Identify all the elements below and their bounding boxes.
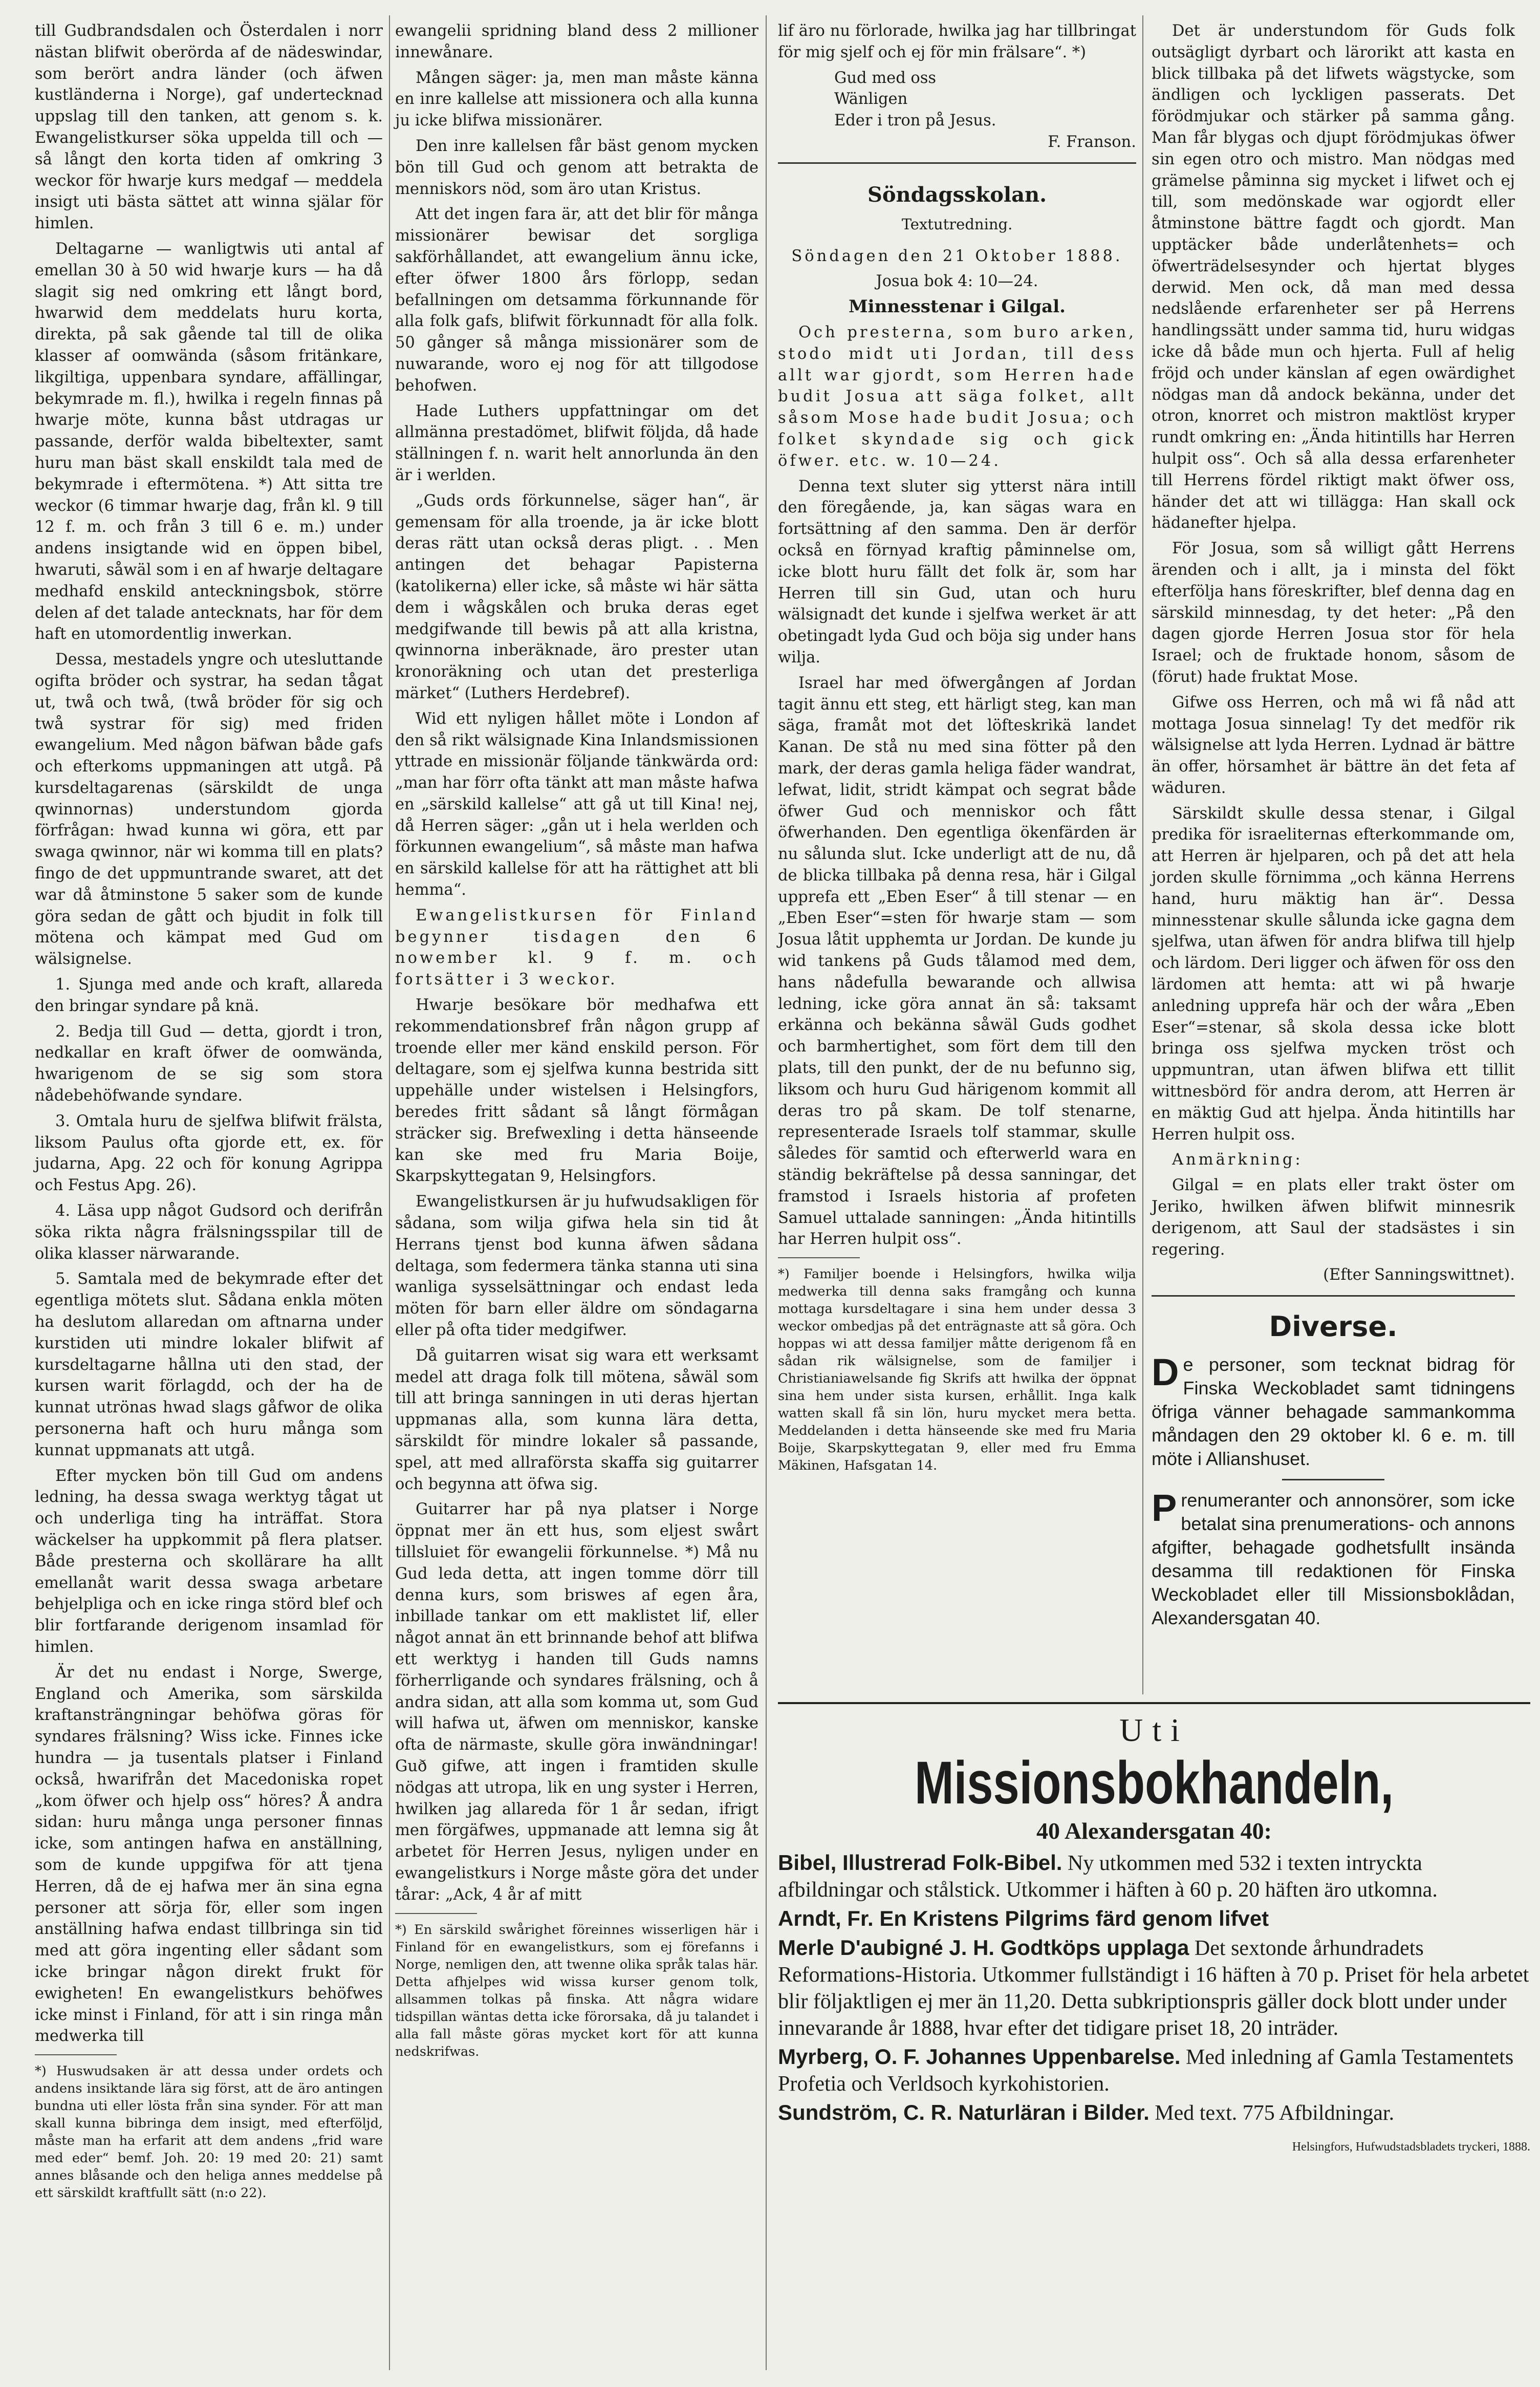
paragraph: Och presterna, som buro arken, stodo midt uti Jordan, till dess allt war gjordt, som Herren hade budit Josua att säga folket, allt såsom Mose hade budit Josua; och folket skyndade sig och gick öfwer. etc. w. 10—24.: [778, 323, 1136, 470]
footnote-rule: [35, 2054, 117, 2055]
footnote-rule: [395, 1913, 477, 1914]
ad-entry-text: Det sextonde århundradets Reformations-Historia. Utkommer fullständigt i 16 häften à 70 p. Priset för hela arbetet blir följaktligen ej mer än 11,20. Detta subkriptionspris gäller dock blott under under innevarande år 1888, hvar efter det tidigare priset 18, 20 inträder.: [778, 1937, 1529, 2040]
paragraph: Guitarrer har på nya platser i Norge öppnat mer än ett hus, som eljest swårt tillsluiet för ewangelii förkunnelse. *) Må nu Gud leda detta, att ingen tomme dörr till denna kurs, som briswes af egen åra, inbillade tankar om ett maklistet lif, eller något annat än ett brinnande behof att blifwa ett werktyg i handen till Guds namns förherrligande och syndares frälsning, och å andra sidan, att alla som komma ut, som Gud will hafwa ut, äfwen om menniskor, kanske ofta de närmaste, skulle göra inwändningar! Guð gifwe, att ingen i framtiden skulle nödgas att utropa, lik en ung syster i Herren, hwilken jag allareda för 1 år sedan, ifrigt men förgäfwes, uppmanade att lemna sig åt arbetet för Herren Jesus, nyligen under en ewangelistkurs i Norge måste göra det under tårar: „Ack, 4 år af mitt: [395, 1500, 758, 1904]
section-subtitle: Textutredning.: [901, 215, 1013, 233]
paragraph: Dessa, mestadels yngre och utesluttande ogifta bröder och systrar, ha sedan tågat ut, twå och twå, (twå bröder för sig och twå systrar för sig) med friden ewangelium. Med någon bäfwan både gafs och efterkoms uppmaningen att utgå. På kursdeltagarenas (särskildt de unga qwinnornas) understundom gjorda förfrågan: hwad kunna wi göra, ett par swaga qwinnor, när wi komma till en plats? fingo de det uppmuntrande swaret, att det war då åtminstone 5 saker som de kunde göra sedan de gått och bjudit in folk till mötena och kämpat med Gud om wälsignelse.: [35, 651, 383, 969]
paragraph: Den inre kallelsen får bäst genom mycken bön till Gud och genom att betrakta de menniskors nöd, som äro utan Kristus.: [395, 137, 758, 198]
ad-entry: [778, 2099, 1530, 2126]
paragraph: Ewangelistkursen för Finland begynner tisdagen den 6 nowember kl. 9 f. m. och fortsätter i 3 weckor.: [395, 906, 758, 989]
paragraph: „Guds ords förkunnelse, säger han“, är gemensam för alla troende, ja är icke blott deras rätt utan också deras pligt. . . Men antingen det behagar Papisterna (katolikerna) eller icke, så måste wi här sätta dem i wågskålen och bruka deras eget medgifwande till bewis på att alla kristna, qwinnorna inberäknade, äro prester utan kronoräkning och utan det presterliga märket“ (Luthers Herdebref).: [395, 491, 758, 702]
list-item: 5. Samtala med de bekymrade efter det egentliga mötets slut. Sådana enkla möten ha deslutom allaredan om aftnarna under kurstiden uti mindre lokaler blifwit af kursdeltagarne hållna uti den stad, der kursen warit förlagdd, och der ha de kunnat utrönas hwad slags gåfwor de olika personerna haft och huru många som kunnat uppmanats att utgå.: [35, 1270, 383, 1459]
notice-rule: [1282, 1479, 1384, 1480]
ad-entry-head: Arndt, Fr. En Kristens Pilgrims färd genom lifvet: [778, 1906, 1269, 1930]
ad-rule: [778, 1702, 1530, 1704]
paragraph: För Josua, som så willigt gått Herrens ärenden och i allt, ja i minsta del fökt efterfölja hans föreskrifter, blef denna dag en särskild minnesdag, ty det heter: „På den dagen gjorde Herren Josua stor för hela Israel; och de fruktade honom, såsom de (förut) hade fruktat Mose.: [1152, 540, 1515, 686]
ad-entry-head: Sundström, C. R. Naturläran i Bilder.: [778, 2100, 1149, 2124]
paragraph: till Gudbrandsdalen och Österdalen i norr nästan blifwit oberörda af de nädeswindar, som berört andra länder (och äfwen kustländerna i Norge), gaf undertecknad uppslag till den tanken, att genom s. k. Ewangelistkurser söka uppelda till och — så långt den korta tiden af omkring 3 weckor för hwarje kurs medgaf — meddela insigt uti bästa sättet att winna själar för himlen.: [35, 22, 383, 233]
printer-imprint: Helsingfors, Hufwudstadsbladets tryckeri, 1888.: [1292, 2140, 1530, 2154]
bookshop-advertisement: [778, 1712, 1530, 2160]
source-note: (Efter Sanningswittnet).: [1323, 1266, 1515, 1284]
ad-entry-text: Med inledning af Gamla Testamentets Profetia och Verldsoch kyrkohistorien.: [778, 2046, 1514, 2096]
paragraph: Hade Luthers uppfattningar om det allmänna prestadömet, blifwit följda, då hade ställningen f. n. warit helt annorlunda än den är i werlden.: [395, 402, 758, 484]
paragraph: Mången säger: ja, men man måste känna en inre kallelse att missionera och alla kunna ju icke blifwa missionärer.: [395, 69, 758, 130]
lesson-title: Minnesstenar i Gilgal.: [849, 296, 1066, 317]
diverse-title: Diverse.: [1269, 1310, 1398, 1343]
ad-shop-name: Missionsbokhandeln,: [915, 1749, 1394, 1817]
section-rule: [1152, 1295, 1515, 1297]
column-divider: [389, 15, 390, 2370]
column-1: [35, 20, 383, 2202]
ad-uti: Uti: [1119, 1712, 1189, 1748]
list-item: 1. Sjunga med ande och kraft, allareda den bringar syndare på knä.: [35, 976, 383, 1015]
column-4: [1152, 20, 1515, 1630]
column-2: [395, 20, 758, 2060]
paragraph: Hwarje besökare bör medhafwa ett rekommendationsbref från någon grupp af troende eller mer känd enskild person. För deltagare, som ej sjelfwa kunna bestrida sitt uppehälle under wistelsen i Helsingfors, beredes fritt sådant så långt förmågan sträcker sig. Brefwexling i detta hänseende kan ske med fru Maria Boije, Skarpskyttegatan 9, Helsingfors.: [395, 996, 758, 1186]
section-rule: [778, 162, 1136, 164]
ad-entry: [778, 1934, 1530, 2041]
lesson-date: Söndagen den 21 Oktober 1888.: [791, 247, 1123, 265]
paragraph: Det är understundom för Guds folk outsägligt dyrbart och lärorikt att kasta en blick tillbaka på det lifwets wägstycke, som ändligen och lyckligen passerats. Det förödmjukar och stärker på samma gång. Man får blygas och djupt förödmjukas öfwer sin egen otro och mistro. Man nödgas med grämelse påminna sig mycket i lifwet och ej till, som medönskade war ogjordt eller åtminstone bättre fagdt och gjordt. Man upptäcker både underlåtenhets= och öfwerträdelsesynder och hjertat blyges derwid. Men ock, då man med dessa nedslående erfarenheter ser på Herrens handlingssätt under samma tid, huru widgas icke då både mun och hjerta. Full af helig fröjd och under känslan af egen owärdighet nödgas man då andock bekänna, under det otron, knorret och mistron maktlöst kryper rundt omkring en: „Ända hitintills har Herren hulpit oss“. Och så alla dessa erfarenheter till Herrens fördel riktigt makt öfwer oss, händer det att wi tillägga: Han skall ock hädanefter hjelpa.: [1152, 22, 1515, 532]
footnote: *) En särskild swårighet föreinnes wisserligen här i Finland för en ewangelistkurs, som ej förefanns i Norge, nemligen den, att twenne olika språk talas här. Detta afhjelpes wid wissa kurser genom tolk, allsammen tolkas på finska. Att några widare tidspillan wäntas detta icke förorsaka, då ju talandet i alla fall måste göras mycket kort för att kunna nedskrifwas.: [395, 1922, 758, 2059]
note-heading: Anmärkning:: [1172, 1151, 1303, 1169]
notice-text: e personer, som tecknat bidrag för Finska Weckobladet samt tidningens öfriga vänner behagade sammankomma måndagen den 29 oktober kl. 6 e. m. till möte i Allianshuset.: [1152, 1354, 1515, 1470]
paragraph: Då guitarren wisat sig wara ett werksamt medel att draga folk till mötena, såwäl som till att bringa sanningen in uti deras hjertan uppmanas alla, som kunna lära detta, särskildt för mindre lokaler så passande, spel, att med allraförsta skaffa sig guitarrer och begynna att öfwa sig.: [395, 1346, 758, 1493]
paragraph: Ewangelistkursen är ju hufwudsakligen för sådana, som wilja gifwa hela sin tid åt Herrans tjenst bod kunna äfwen sådana deltaga, som federmera tänka stanna uti sina wanliga sysselsättningar och endast leda möten för barn eller äldre om söndagarna eller på ofta tider medgifwer.: [395, 1193, 758, 1340]
diverse-notice: [1152, 1489, 1515, 1630]
paragraph: Deltagarne — wanligtwis uti antal af emellan 30 à 50 wid hwarje kurs — ha då slagit sig ned omkring ett långt bord, hwarwid dem meddelats huru korta, direkta, på sak gående tal till de olika klasser af oomwända (såsom fritänkare, likgiltiga, uppenbara syndare, affällingar, bekymrade m. fl.), hwilka i regeln finnas på hwarje möte, kunna båst utdragas ur passande, derför walda bibeltexter, samt huru man bäst skall enskildt tala med de bekymrade i eftermötena. *) Att sitta tre weckor (6 timmar hwarje dag, från kl. 9 till 12 f. m. och från 3 till 6 e. m.) under andens insigtande wid en öppen bibel, hwaruti, såwäl som i en af hwarje deltagare medhafd enskild anteckningsbok, större delen af det talade antecknats, har för dem haft en utomordentlig inwerkan.: [35, 240, 383, 643]
poem-line: Wänligen: [834, 90, 908, 109]
ad-entry: [778, 1905, 1530, 1932]
footnote: *) Familjer boende i Helsingfors, hwilka wilja medwerka till denna saks framgång och kunna mottaga kursdeltagare i sina hem under dessa 3 weckor ombedjas på det enträgnaste att så göra. Och hoppas wi att dessa familjer måtte derigenom få en sådan rik wälsignelse, som de familjer i Christianiawelsande fig Skrifs att hwilka der öppnat sina hem under sista kursen, erhållit. Inga kalk watten skall få sin lön, huru mycket mera betta. Meddelanden i detta hänseende ske med fru Maria Boije, Skarpskyttegatan 9, eller med fru Emma Mäkinen, Hafsgatan 14.: [778, 1266, 1136, 1474]
poem-line: Eder i tron på Jesus.: [834, 112, 996, 130]
section-title: Söndagsskolan.: [867, 182, 1047, 207]
ad-address: 40 Alexandersgatan 40:: [1036, 1818, 1272, 1844]
paragraph: Gilgal = en plats eller trakt öster om Jeriko, hwilken äfwen blifwit minnesrik derigenom, att Saul der stadsästes i sin regering.: [1152, 1176, 1515, 1259]
paragraph: Denna text sluter sig ytterst nära intill den föregående, ja, kan sägas wara en fortsättning af den samma. Den är derför också en förnyad kraftig påminnelse om, icke blott huru fällt det folk är, som har Herren till sin Gud, utan och huru wälsignadt det kunde i sjelfwa werket är att obetingadt lyda Gud och böja sig under hans wilja.: [778, 477, 1136, 666]
ad-entry-head: Bibel, Illustrerad Folk-Bibel.: [778, 1851, 1062, 1875]
ad-entry-text: Ny utkommen med 532 i texten intryckta afbildningar och stålstick. Utkommer i häften à 60 p. 20 häften äro utkomna.: [778, 1852, 1438, 1902]
ad-entry-head: Myrberg, O. F. Johannes Uppenbarelse.: [778, 2045, 1181, 2069]
diverse-notice: [1152, 1353, 1515, 1471]
footnote-rule: [778, 1257, 860, 1258]
paragraph: ewangelii spridning bland dess 2 millioner innewånare.: [395, 22, 758, 61]
ad-entry-text: Med text. 775 Afbildningar.: [1155, 2101, 1395, 2125]
poem-line: Gud med oss: [834, 69, 937, 87]
list-item: 4. Läsa upp något Gudsord och derifrån söka rikta några frälsningsspilar till de olika klasser närwarande.: [35, 1202, 383, 1263]
signature: F. Franson.: [1048, 133, 1136, 151]
paragraph: lif äro nu förlorade, hwilka jag har tillbringat för mig sjelf och ej för min frälsare“. *): [778, 22, 1136, 61]
paragraph: Gifwe oss Herren, och må wi få nåd att mottaga Josua sinnelag! Ty det medför rik wälsignelse att lyda Herren. Lydnad är bättre än offer, hörsamhet är bättre än det feta af wäduren.: [1152, 693, 1515, 797]
ad-entry: [778, 2044, 1530, 2097]
footnote: *) Huswudsaken är att dessa under ordets och andens insiktande lära sig först, att de äro antingen bundna uti eller lösta från sina synder. För att man skall kunna bibringa dem insigt, med efterföljd, måste man ha erfarit att dem andens „frid ware med eder“ bemf. Joh. 20: 19 med 20: 21) samt annes blåsande och den heliga annes meddelse på ett särskildt kraftfullt sätt (n:o 22).: [35, 2063, 383, 2201]
paragraph: Israel har med öfwergången af Jordan tagit ännu ett steg, ett härligt steg, kan man säga, framåt mot det löfteskrikä landet Kanan. De stå nu med sina fötter på den mark, der deras gamla heliga fäder wandrat, lefwat, lidit, stridt kämpat och segrat både öfwer Gud och menniskor och fått öfwerhanden. Den egentliga ökenfärden är nu sålunda slut. Icke underligt att de nu, då de blicka tillbaka på denna resa, här i Gilgal upprefa ett „Eben Eser“ å till stenar — en „Eben Eser“=sten för hwarje stam — som Josua låtit upphemta ur Jordan. De kunde ju wid tankens på Guds tålamod med dem, hans nådefulla bewarande och allwisa ledning, icke göra annat än så: taksamt erkänna och bekänna såwäl Guds godhet och barmhertighet, som fört dem till den plats, till den punkt, der de nu befunno sig, liksom och huru Gud härigenom kommit all deras tro på skam. De tolf stenarne, representerade Israels tolf stammar, skulle således för samtid och efterwerld wara en ständig bekräftelse på dessa sanningar, det framstod i Israels historia af profeten Samuel uttalade sanningen: „Ända hitintills har Herren hulpit oss“.: [778, 674, 1136, 1249]
column-3: [778, 20, 1136, 1474]
column-divider: [766, 15, 767, 2370]
ad-entry: [778, 1850, 1530, 1903]
paragraph: Särskildt skulle dessa stenar, i Gilgal predika för israeliternas efterkommande om, att Herren är hjelparen, och på det att hela jorden skulle förnimma „och känna Herrens hand, huru mäktig han är“. Dessa minnesstenar skulle sålunda icke gagna dem sjelfwa, utan äfwen för andra blifwa till hjelp och lärdom. Deri ligger och äfwen för oss den lärdomen att hemta: att wi på hwarje anledning upprefa här och der wåra „Eben Eser“=stenar, så skola dessa icke blott bringa oss sjelfwa mycken tröst och uppmuntran, utan äfwen blifwa ett tillit wittnesbörd för andra derom, att Herren är en mäktig Gud att hjelpa. Ända hitintills har Herren hulpit oss.: [1152, 804, 1515, 1144]
text-reference: Josua bok 4: 10—24.: [876, 272, 1038, 291]
list-item: 2. Bedja till Gud — detta, gjordt i tron, nedkallar en kraft öfwer de oomwända, hwarigenom de se sig som stora nådebehöfwande syndare.: [35, 1022, 383, 1105]
ad-entry-head: Merle D'aubigné J. H. Godtköps upplaga: [778, 1936, 1189, 1960]
drop-cap: P: [1152, 1487, 1177, 1530]
column-divider: [1142, 15, 1143, 1694]
notice-text: renumeranter och annonsörer, som icke betalat sina prenumerations- och annons afgifter, behagade godhetsfullt insända desamma till redaktionen för Finska Weckobladet eller till Missionsboklådan, Alexandersgatan 40.: [1152, 1490, 1515, 1629]
paragraph: Att det ingen fara är, att det blir för många missionärer bewisar det sorgliga sakförhållandet, att ewangelium ännu icke, efter öfwer 1800 års förlopp, sedan befallningen om detsamma förkunnande för alla folk gafs, blifwit förkunnadt för alla folk. 50 gånger så många missionärer som de nuwarande, woro ej nog för att tillgodose behofwen.: [395, 205, 758, 395]
poem: [778, 68, 1136, 132]
paragraph: Wid ett nyligen hållet möte i London af den så rikt wälsignade Kina Inlandsmissionen yttrade en missionär följande tänkwärda ord: „man har förr ofta tänkt att man måste hafwa en „särskild kallelse“ att gå ut till Kina! nej, då Herren säger: „gån ut i hela werlden och förkunnen ewangelium“, så måste man hafwa en särskild kallelse för att ha rättighet att bli hemma“.: [395, 709, 758, 899]
drop-cap: D: [1152, 1351, 1179, 1394]
paragraph: Efter mycken bön till Gud om andens ledning, ha dessa swaga werktyg tågat ut och underliga ting ha inträffat. Stora wäckelser ha uppkommit på flera platser. Både presterna och skollärare ha allt emellanåt warit dessa swaga arbetare behjelpliga och en icke ringa störd blef och blir fortfarande derigenom insamlad för himlen.: [35, 1467, 383, 1656]
paragraph: Är det nu endast i Norge, Swerge, England och Amerika, som särskilda kraftansträngningar behöfwa göras för syndares frälsning? Wiss icke. Finnes icke hundra — ja tusentals platser i Finland också, hwarifrån det Macedoniska ropet „kom öfwer och hjelp oss“ höres? Å andra sidan: huru många unga personer finnas icke, som antingen hafwa en anställning, som de kunde uppgifwa för att tjena Herren, då de ej hafwa mer än sina egna personer att sörja för, eller som ingen anställning hafwa endast tillbringa sin tid med att göra ingenting eller sådant som icke bringar någon direkt frukt för ewigheten! En ewangelistkurs behöfwes icke minst i Finland, för att i sin ringa mån medwerka till: [35, 1663, 383, 2046]
list-item: 3. Omtala huru de sjelfwa blifwit frälsta, liksom Paulus ofta gjorde ett, ex. för judarna, Apg. 22 och för konung Agrippa och Festus Apg. 26).: [35, 1112, 383, 1195]
